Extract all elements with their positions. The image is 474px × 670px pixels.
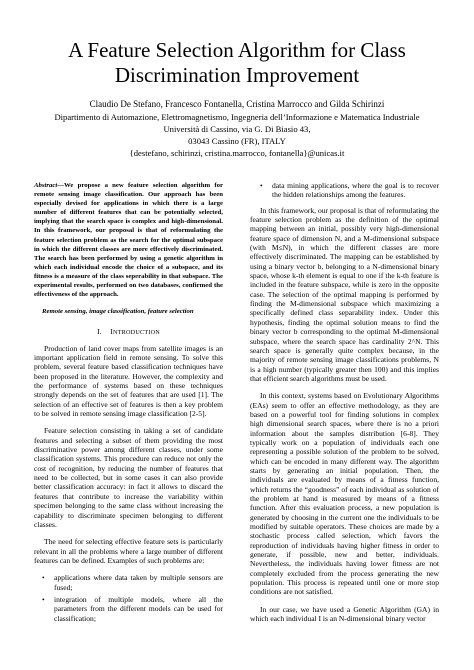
list-item: • data mining applications, where the goal is to recover the hidden relationships among the features. bbox=[272, 181, 439, 200]
left-column bbox=[34, 181, 223, 629]
body-paragraph: Production of land cover maps from satellite images is an important application field in remote sensing. To solve this problem, several feature based classification techniques have been proposed in the literature. However, the complexity and the performance of systems based on these techniques strongly depends on the set of features that are used [1]. The selection of an effective set of features is then a key problem to be solved in remote sensing image classification [2-5]. bbox=[34, 343, 223, 419]
section-title-rest: NTRODUCTION bbox=[113, 329, 160, 337]
title-line-1: A Feature Selection Algorithm for Class bbox=[68, 38, 406, 62]
paper-title bbox=[0, 38, 474, 88]
list-item: • integration of multiple models, where all the parameters from the different models can be used for classification; bbox=[54, 595, 223, 623]
body-paragraph: In our case, we have used a Genetic Algorithm (GA) in which each individual I is an N-dimensional binary vector bbox=[250, 604, 439, 624]
body-paragraph: The need for selecting effective feature sets is particularly relevant in all the problems where a large number of different features can be defined. Examples of such problems are: bbox=[34, 537, 223, 565]
author-emails: {destefano, schirinzi, cristina.marrocco, fontanella}@unicas.it bbox=[129, 148, 345, 158]
affiliation-line: Università di Cassino, via G. Di Biasio 43, bbox=[163, 124, 311, 134]
section-heading bbox=[34, 327, 223, 337]
bullet-list bbox=[250, 181, 439, 200]
abstract-lead: Abstract bbox=[34, 182, 58, 189]
author-names: Claudio De Stefano, Francesco Fontanella, Cristina Marrocco and Gilda Schirinzi bbox=[89, 99, 385, 109]
right-column bbox=[250, 181, 439, 631]
body-paragraph: Feature selection consisting in taking a set of candidate features and selecting a subset of them providing the most discriminative power among different classes, under some classification systems. This procedure can reduce not only the cost of recognition, by reducing the number of features that need to be collected, but in some cases it can also provide better classification accuracy: in fact it allows to discard the features that contribute to increase the variability within specimen belonging to the same class without increasing the capability to discriminate specimen belonging to different classes. bbox=[34, 426, 223, 529]
bullet-list bbox=[34, 573, 223, 623]
abstract bbox=[34, 181, 223, 299]
section-number: I. bbox=[97, 327, 102, 337]
body-paragraph: In this context, systems based on Evolutionary Algorithms (EAs) seem to offer an effective methodology, as they are based on a powerful tool for finding solutions in complex high dimensional search spaces, where there is no a priori information about the samples distribution [6-8]. They typically work on a population of individuals each one representing a possible solution of the problem to be solved, which can be encoded in many different way. The algorithm starts by generating an initial population. Then, the individuals are evaluated by means of a fitness function, which returns the “goodness” of each individual as solution of the problem at hand is measured by means of a fitness function. After this evaluation process, a new population is generated by choosing in the current one the individuals to be modified by suitable operators. These choices are made by a stochastic process called selection, which favors the reproduction of individuals having higher fitness in order to generate, if possible, new and better, individuals. Nevertheless, the individuals having lower fitness are not completely excluded from the process generating the new population. This process is repeated until one or more stop conditions are not satisfied. bbox=[250, 391, 439, 597]
body-paragraph: In this framework, our proposal is that of reformulating the feature selection problem as the definition of the optimal mapping between an initial, possibly very high-dimensional feature space of dimension N, and a M-dimensional subspace (with M≤N), in which the different classes are more effectively discriminated. The mapping can be established by using a binary vector b, belonging to a N-dimensional binary space, whose k-th element is equal to one if the k-th feature is included in the feature subspace, while is zero in the opposite case. The selection of the optimal mapping is performed by finding the M-dimensional subspace which maximizing a specifically defined class separability index. Under this hypothesis, finding the optimal solution means to find the binary vector b corresponding to the optimal M-dimensional subspace, where the search space has cardinality 2^N. This search space is generally quite complex because, in the majority of remote sensing image classifications problems, N is a high number (typically greater then 100) and this implies that efficient search algorithms must be used. bbox=[250, 205, 439, 383]
section-title-cap: I bbox=[110, 327, 114, 337]
abstract-text: —We propose a new feature selection algorithm for remote sensing image classification. Our approach has been especially devised for applications in which there is a large number of different features that can be potentially selected, implying that the search space is complex and high-dimensional. In this framework, our proposal is that of reformulating the feature selection problem as the search for the optimal subspace in which the different classes are more effectively discriminated. The search has been performed by using a genetic algorithm in which each individual encode the choice of a subspace, and its fitness is a measure of the class seperability in that subspace. The experimental results, performed on two databases, confirmed the effectiveness of the approach. bbox=[34, 182, 223, 299]
affiliation-line: Dipartimento di Automazione, Elettromagnetismo, Ingegneria dell’Informazione e Matematica Industriale bbox=[54, 112, 420, 122]
affiliation-line: 03043 Cassino (FR), ITALY bbox=[188, 136, 286, 146]
title-line-2: Discrimination Improvement bbox=[114, 63, 360, 87]
list-item: • applications where data taken by multiple sensors are fused; bbox=[54, 573, 223, 592]
index-terms: Remote sensing, image classification, feature selection bbox=[42, 308, 194, 316]
author-block bbox=[0, 98, 474, 159]
